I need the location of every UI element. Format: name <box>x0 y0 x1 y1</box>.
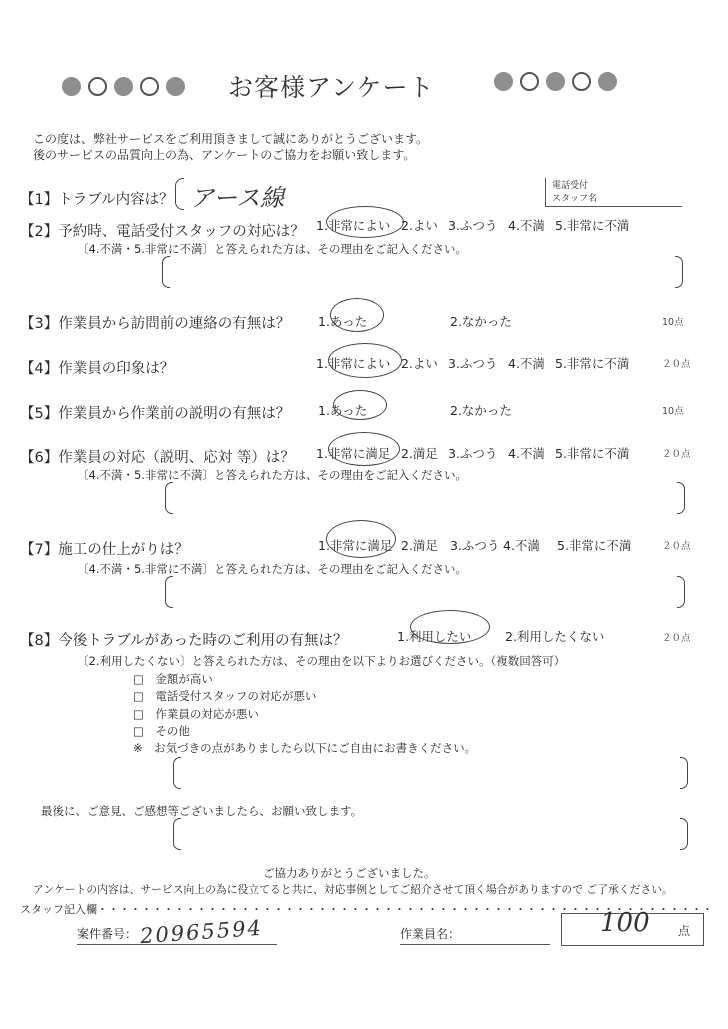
q6-note: 〔4.不満・5.非常に不満〕と答えられた方は、その理由をご記入ください。 <box>77 468 467 482</box>
staff-box-underline <box>545 206 682 207</box>
thanks-message: ご協力ありがとうございました。 <box>263 866 436 880</box>
filled-dot <box>546 72 565 91</box>
page-title: お客様アンケート <box>228 73 435 102</box>
q3-label: 【3】作業員から訪問前の連絡の有無は？ <box>20 316 291 332</box>
filled-dot <box>62 77 81 96</box>
q4-label: 【4】作業員の印象は？ <box>20 361 175 377</box>
q2-reason-bracket-left <box>162 256 170 288</box>
q7-option-3[interactable]: 3.ふつう <box>450 538 500 553</box>
q2-reason-bracket-right <box>675 256 683 288</box>
q1-label: 【1】トラブル内容は？ <box>20 192 174 208</box>
q8-note: 〔2.利用したくない〕と答えられた方は、その理由を以下よりお選びください。（複数回答可） <box>77 654 566 668</box>
q8-label: 【8】今後トラブルがあった時のご利用の有無は？ <box>20 633 348 649</box>
q8-check-3-label: 作業員の対応が悪い <box>155 707 259 721</box>
q6-option-1[interactable]: 1.非常に満足 <box>316 446 391 461</box>
q6-option-4[interactable]: 4.不満 <box>508 446 545 461</box>
q8-selection-circle <box>410 610 490 644</box>
q5-option-1[interactable]: 1.あった <box>318 403 368 418</box>
q3-option-1[interactable]: 1.あった <box>318 314 368 329</box>
score-unit: 点 <box>678 924 691 938</box>
case-number-value[interactable]: 20965594 <box>139 915 264 949</box>
score-value[interactable]: 100 <box>600 908 650 938</box>
q5-points: 10点 <box>662 406 684 417</box>
final-prompt: 最後に、ご意見、ご感想等ございましたら、お願い致します。 <box>41 804 363 818</box>
q4-option-5[interactable]: 5.非常に不満 <box>555 356 630 371</box>
q7-note: 〔4.不満・5.非常に不満〕と答えられた方は、その理由をご記入ください。 <box>77 562 467 576</box>
q3-points: 10点 <box>662 317 684 328</box>
q6-option-3[interactable]: 3.ふつう <box>448 446 498 461</box>
q7-points: ２０点 <box>662 541 691 552</box>
intro-line-2: 後のサービスの品質向上の為、アンケートのご協力をお願い致します。 <box>33 148 416 162</box>
q2-selection-circle <box>326 206 404 238</box>
left-decoration-dots <box>62 77 185 96</box>
filled-dot <box>114 77 133 96</box>
q3-selection-circle <box>330 298 384 332</box>
q8-free-bracket-left <box>173 757 181 789</box>
usage-notice: アンケートの内容は、サービス向上の為に役立てると共に、対応事例としてご紹介させて頂く場合がありますので ご了承ください。 <box>33 883 673 896</box>
q8-check-1-label: 金額が高い <box>155 672 213 686</box>
final-bracket-left <box>173 818 181 850</box>
q8-check-4[interactable]: □ その他 <box>133 724 190 738</box>
staff-box-label-1: 電話受付 <box>552 181 589 191</box>
q8-option-2[interactable]: 2.利用したくない <box>505 629 605 644</box>
q1-answer[interactable]: アース線 <box>190 184 285 212</box>
q4-option-3[interactable]: 3.ふつう <box>448 356 498 371</box>
q8-free-note: ※ お気づきの点がありましたら以下にご自由にお書きください。 <box>133 741 477 755</box>
q7-reason-bracket-left <box>165 576 173 608</box>
q4-option-4[interactable]: 4.不満 <box>508 356 545 371</box>
q8-check-1[interactable]: □ 金額が高い <box>133 672 213 686</box>
q8-check-2-label: 電話受付スタッフの対応が悪い <box>155 689 317 703</box>
q6-reason-bracket-right <box>677 482 685 514</box>
q7-selection-circle <box>326 520 396 558</box>
q4-points: ２０点 <box>662 359 691 370</box>
filled-dot <box>494 72 513 91</box>
staff-entry-label: スタッフ記入欄・・・・・・・・・・・・・・・・・・・・・・・・・・・・・・・・・・・・・・・・・・・・・・・・・・・・・・・・ <box>20 903 713 916</box>
q7-option-1[interactable]: 1.非常に満足 <box>318 538 393 553</box>
worker-name-underline <box>400 944 550 945</box>
hollow-dot <box>572 72 591 91</box>
q8-free-note-text: お気づきの点がありましたら以下にご自由にお書きください。 <box>154 741 477 755</box>
q5-label: 【5】作業員から作業前の説明の有無は？ <box>20 406 291 422</box>
staff-box-divider <box>545 178 546 206</box>
q2-option-2[interactable]: 2.よい <box>401 218 438 233</box>
hollow-dot <box>520 72 539 91</box>
q6-selection-circle <box>328 432 400 466</box>
q1-bracket <box>175 178 184 210</box>
q6-option-2[interactable]: 2.満足 <box>401 446 438 461</box>
q7-option-5[interactable]: 5.非常に不満 <box>557 538 632 553</box>
worker-name-label: 作業員名： <box>400 927 461 941</box>
hollow-dot <box>140 77 159 96</box>
q4-selection-circle <box>328 343 402 378</box>
q8-points: ２０点 <box>662 633 691 644</box>
q2-option-3[interactable]: 3.ふつう <box>448 218 498 233</box>
q6-option-5[interactable]: 5.非常に不満 <box>555 446 630 461</box>
q6-reason-bracket-left <box>165 482 173 514</box>
q3-option-2[interactable]: 2.なかった <box>450 314 512 329</box>
q8-check-3[interactable]: □ 作業員の対応が悪い <box>133 707 259 721</box>
q2-option-5[interactable]: 5.非常に不満 <box>555 218 630 233</box>
hollow-dot <box>88 77 107 96</box>
intro-line-1: この度は、弊社サービスをご利用頂きまして誠にありがとうございます。 <box>33 132 429 146</box>
q7-option-4[interactable]: 4.不満 <box>503 538 540 553</box>
q2-option-4[interactable]: 4.不満 <box>508 218 545 233</box>
q2-option-1[interactable]: 1.非常によい <box>316 218 391 233</box>
case-number-label: 案件番号： <box>77 927 138 941</box>
case-number-underline <box>77 944 277 945</box>
q8-check-2[interactable]: □ 電話受付スタッフの対応が悪い <box>133 689 317 703</box>
q8-option-1[interactable]: 1.利用したい <box>397 629 472 644</box>
q4-option-2[interactable]: 2.よい <box>401 356 438 371</box>
q8-free-bracket-right <box>680 757 688 789</box>
q2-note: 〔4.不満・5.非常に不満〕と答えられた方は、その理由をご記入ください。 <box>77 242 467 256</box>
q7-reason-bracket-right <box>677 576 685 608</box>
filled-dot <box>166 77 185 96</box>
q7-label: 【7】施工の仕上がりは？ <box>20 542 189 558</box>
q6-points: ２０点 <box>662 449 691 460</box>
q4-option-1[interactable]: 1.非常によい <box>316 356 391 371</box>
filled-dot <box>598 72 617 91</box>
q6-label: 【6】作業員の対応（説明、応対 等）は？ <box>20 450 295 466</box>
q2-label: 【2】予約時、電話受付スタッフの対応は？ <box>20 224 305 240</box>
q7-option-2[interactable]: 2.満足 <box>401 538 438 553</box>
q8-check-4-label: その他 <box>155 724 190 738</box>
final-bracket-right <box>680 818 688 850</box>
staff-box-label-2: スタッフ名 <box>552 194 598 204</box>
right-decoration-dots <box>494 72 617 91</box>
q5-option-2[interactable]: 2.なかった <box>450 403 512 418</box>
q5-selection-circle <box>333 390 387 420</box>
